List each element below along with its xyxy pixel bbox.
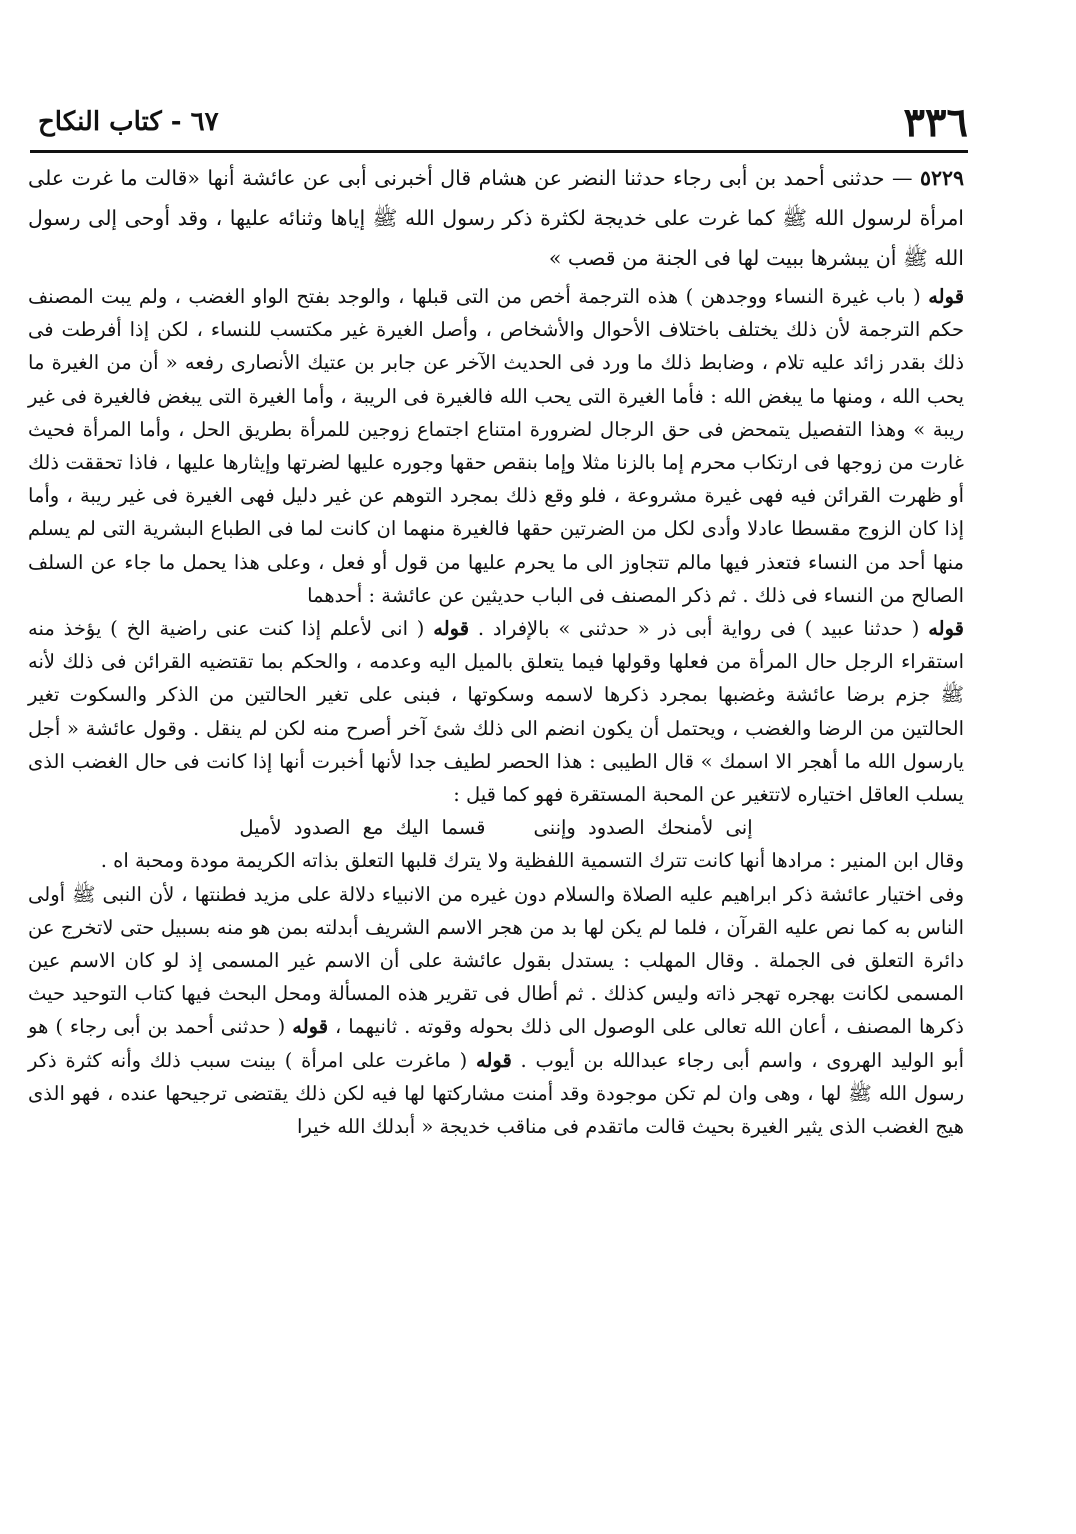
verse-second-hemistich: قسما اليك مع الصدود لأميل (239, 816, 486, 840)
commentary-text: ( حدثنا عبيد ) فى رواية أبى ذر « حدثنى » بالإفراد . (477, 617, 920, 641)
poetry-verse (28, 811, 964, 844)
commentary-lead: قوله (433, 617, 470, 641)
commentary-paragraph (28, 878, 964, 1144)
commentary-text: ( باب غيرة النساء ووجدهن ) هذه الترجمة أخص من التى قبلها ، والوجد بفتح الواو الغضب ، ولم يبت المصنف حكم الترجمة لأن ذلك يختلف باختلاف الأحوال والأشخاص ، وأصل الغيرة غير مكتسب للنساء ، لكن إذا أفرطت فى ذلك بقدر زائد عليه تلام ، وضابط ذلك ما ورد فى الحديث الآخر عن جابر بن عتيك الأنصارى رفعه « أن من الغيرة ما يحب الله ، ومنها ما يبغض الله : فأما الغيرة التى يحب الله فالغيرة فى الريبة ، وأما الغيرة التى يبغض فالغيرة فى غير ريبة » وهذا التفصيل يتمحض فى حق الرجال لضرورة امتناع اجتماع زوجين للمرأة بطريق الحل ، وأما المرأة فحيث غارت من زوجها فى ارتكاب محرم إما بالزنا مثلا وإما بنقص حقها وجوره عليها لضرتها وإيثارها عليها ، فاذا تحققت ذلك أو ظهرت القرائن فيه فهى غيرة مشروعة ، فلو وقع ذلك بمجرد التوهم عن غير دليل فهى الغيرة فى غير ريبة ، وأما إذا كان الزوج مقسطا عادلا وأدى لكل من الضرتين حقها فالغيرة منهما ان كانت لما فى الطباع البشرية التى لم يسلم منها أحد من النساء فتعذر فيها مالم تتجاوز الى ما يحرم عليها من قول أو فعل ، وعلى هذا يحمل ما جاء عن السلف الصالح من النساء فى ذلك . ثم ذكر المصنف فى الباب حديثين عن عائشة : أحدهما (28, 285, 964, 607)
commentary-lead: قوله (292, 1015, 329, 1039)
commentary-text: وفى اختيار عائشة ذكر ابراهيم عليه الصلاة والسلام دون غيره من الانبياء دلالة على مزيد فطنتها ، لأن النبى ﷺ أولى الناس به كما نص عليه القرآن ، فلما لم يكن لها بد من هجر الاسم الشريف أبدلته بمن هو منه بسبيل حتى لاتخرج عن دائرة التعلق فى الجملة . وقال المهلب : يستدل بقول عائشة على أن الاسم غير المسمى إذ لو كان الاسم عين المسمى لكانت بهجره تهجر ذاته وليس كذلك . ثم أطال فى تقرير هذه المسألة ومحل البحث فيها كتاب التوحيد حيث ذكرها المصنف ، أعان الله تعالى على الوصول الى ذلك بحوله وقوته . ثانيهما ، (28, 882, 964, 1039)
hadith-number: ٥٢٢٩ (919, 166, 964, 190)
hadith-body: — حدثنى أحمد بن أبى رجاء حدثنا النضر عن هشام قال أخبرنى أبى عن عائشة أنها «قالت ما غرت على امرأة لرسول الله ﷺ كما غرت على خديجة لكثرة ذكر رسول الله ﷺ إياها وثنائه عليها ، وقد أوحى إلى رسول الله ﷺ أن يبشرها ببيت لها فى الجنة من قصب » (28, 166, 964, 270)
running-head: ٦٧ - كتاب النكاح (38, 107, 219, 137)
header-rule (30, 150, 968, 153)
commentary-text: ( حدثنى أحمد بن أبى رجاء ) هو أبو الوليد الهروى ، واسم أبى رجاء عبدالله بن أيوب . (28, 1015, 965, 1072)
commentary-text: ( ماغرت على امرأة ) بينت سبب ذلك وأنه كثرة ذكر رسول الله ﷺ لها ، وهى وان لم تكن موجودة وقد أمنت مشاركتها لها فيه لكن ذلك يقتضى ترجيحها عنده ، فهو الذى هيج الغضب الذى يثير الغيرة بحيث قالت ماتقدم فى مناقب خديجة « أبدلك الله خيرا (28, 1048, 964, 1139)
commentary-text: وقال ابن المنير : مرادها أنها كانت تترك التسمية اللفظية ولا يترك قلبها التعلق بذاته الكريمة مودة ومحبة اه . (100, 849, 964, 873)
commentary-paragraph (28, 280, 964, 612)
commentary-paragraph (28, 612, 964, 811)
commentary-lead: قوله (476, 1048, 512, 1072)
hadith-text (28, 158, 964, 278)
page-body (28, 158, 964, 1143)
page-header (28, 96, 968, 150)
verse-first-hemistich: إنى لأمنحك الصدود وإننى (533, 816, 753, 840)
commentary-paragraph (28, 844, 964, 877)
commentary-lead: قوله (928, 617, 964, 641)
commentary-text: ( انى لأعلم إذا كنت عنى راضية الخ ) يؤخذ منه استقراء الرجل حال المرأة من فعلها وقولها فيما يتعلق بالميل اليه وعدمه ، والحكم بما تقتضيه القرائن فى ذلك لأنه ﷺ جزم برضا عائشة وغضبها بمجرد ذكرها لاسمه وسكوتها ، فبنى على تغير الحالتين من الذكر والسكوت تغير الحالتين من الرضا والغضب ، ويحتمل أن يكون انضم الى ذلك شئ آخر أصرح منه لكن لم ينقل . وقول عائشة « أجل يارسول الله ما أهجر الا اسمك » قال الطيبى : هذا الحصر لطيف جدا لأنها أخبرت أنها إذا كانت فى حال الغضب الذى يسلب العاقل اختياره لاتتغير عن المحبة المستقرة فهو كما قيل : (28, 617, 964, 807)
commentary-lead: قوله (928, 285, 965, 308)
page-number: ٣٣٦ (903, 99, 968, 146)
